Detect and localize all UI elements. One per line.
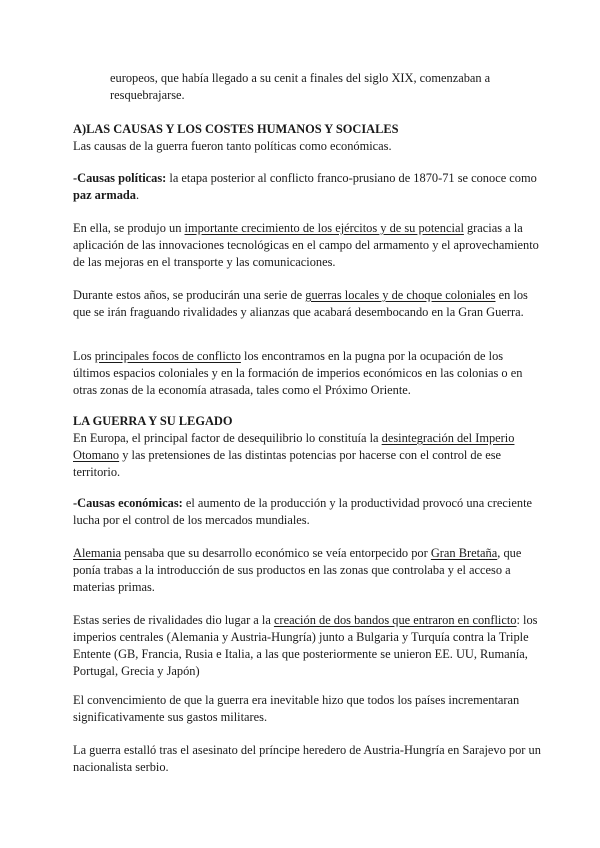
term-paz-armada: paz armada	[73, 188, 136, 202]
paragraph-crecimiento-ejercitos: En ella, se produjo un importante crecimiento de los ejércitos y de su potencial gracias a la aplicación de las innovaciones tecnológicas en el campo del armamento y el aprovechamiento de las mejoras en el transporte y las comunicaciones.	[73, 221, 539, 269]
paragraph-bandos: Estas series de rivalidades dio lugar a la creación de dos bandos que entraron en conflicto: los imperios centrales (Alemania y Austria-Hungría) junto a Bulgaria y Turquía contra la Triple Entente (GB, Francia, Rusia e Italia, a las que posteriormente se unieron EE. UU, Rumanía, Portugal, Grecia y Japón)	[73, 613, 538, 678]
section-heading-causas	[73, 121, 543, 155]
paragraph-causas-economicas: -Causas económicas: el aumento de la producción y la productividad provocó una creciente lucha por el control de los mercados mundiales.	[73, 496, 533, 527]
underlined-alemania: Alemania	[73, 546, 122, 560]
label-causas-politicas: -Causas políticas:	[73, 171, 167, 185]
underlined-phrase: desintegración del Imperio Otomano	[73, 431, 515, 462]
paragraph-alemania: Alemania pensaba que su desarrollo económico se veía entorpecido por Gran Bretaña, que ponía trabas a la introducción de sus productos en las zonas que controlaba y el acceso a materias primas.	[73, 546, 522, 594]
paragraph-continuation: europeos, que había llegado a su cenit a finales del siglo XIX, comenzaban a resquebrajarse.	[110, 71, 491, 102]
underlined-phrase: principales focos de conflicto	[94, 349, 241, 363]
paragraph-focos-conflicto: Los principales focos de conflicto los encontramos en la pugna por la ocupación de los últimos espacios coloniales y en la formación de imperios económicos en las colonias o en otras zonas de la economía atrasada, tales como el Próximo Oriente.	[73, 349, 523, 397]
heading-intro: Las causas de la guerra fueron tanto políticas como económicas.	[73, 139, 392, 153]
underlined-gran-bretana: Gran Bretaña	[430, 546, 498, 560]
heading-text: A)LAS CAUSAS Y LOS COSTES HUMANOS Y SOCIALES	[73, 122, 399, 136]
underlined-phrase: guerras locales y de choque coloniales	[305, 288, 496, 302]
paragraph-causas-politicas: -Causas políticas: la etapa posterior al conflicto franco-prusiano de 1870-71 se conoce como paz armada.	[73, 171, 537, 202]
underlined-phrase: importante crecimiento de los ejércitos y de su potencial	[184, 221, 464, 235]
paragraph-sarajevo: La guerra estalló tras el asesinato del príncipe heredero de Austria-Hungría en Sarajevo por un nacionalista serbio.	[73, 743, 541, 774]
paragraph-guerras-locales: Durante estos años, se producirán una serie de guerras locales y de choque coloniales en los que se irán fraguando rivalidades y alianzas que acabará desembocando en la Gran Guerra.	[73, 288, 528, 319]
heading-text: LA GUERRA Y SU LEGADO	[73, 414, 233, 428]
label-causas-economicas: -Causas económicas:	[73, 496, 183, 510]
paragraph-gastos-militares: El convencimiento de que la guerra era inevitable hizo que todos los países incrementaran significativamente sus gastos militares.	[73, 693, 520, 724]
section-heading-legado: LA GUERRA Y SU LEGADO En Europa, el principal factor de desequilibrio lo constituía la desintegración del Imperio Otomano y las pretensiones de las distintas potencias por hacerse con el control de ese territorio.	[73, 414, 515, 479]
underlined-phrase: creación de dos bandos que entraron en conflicto	[273, 613, 517, 627]
